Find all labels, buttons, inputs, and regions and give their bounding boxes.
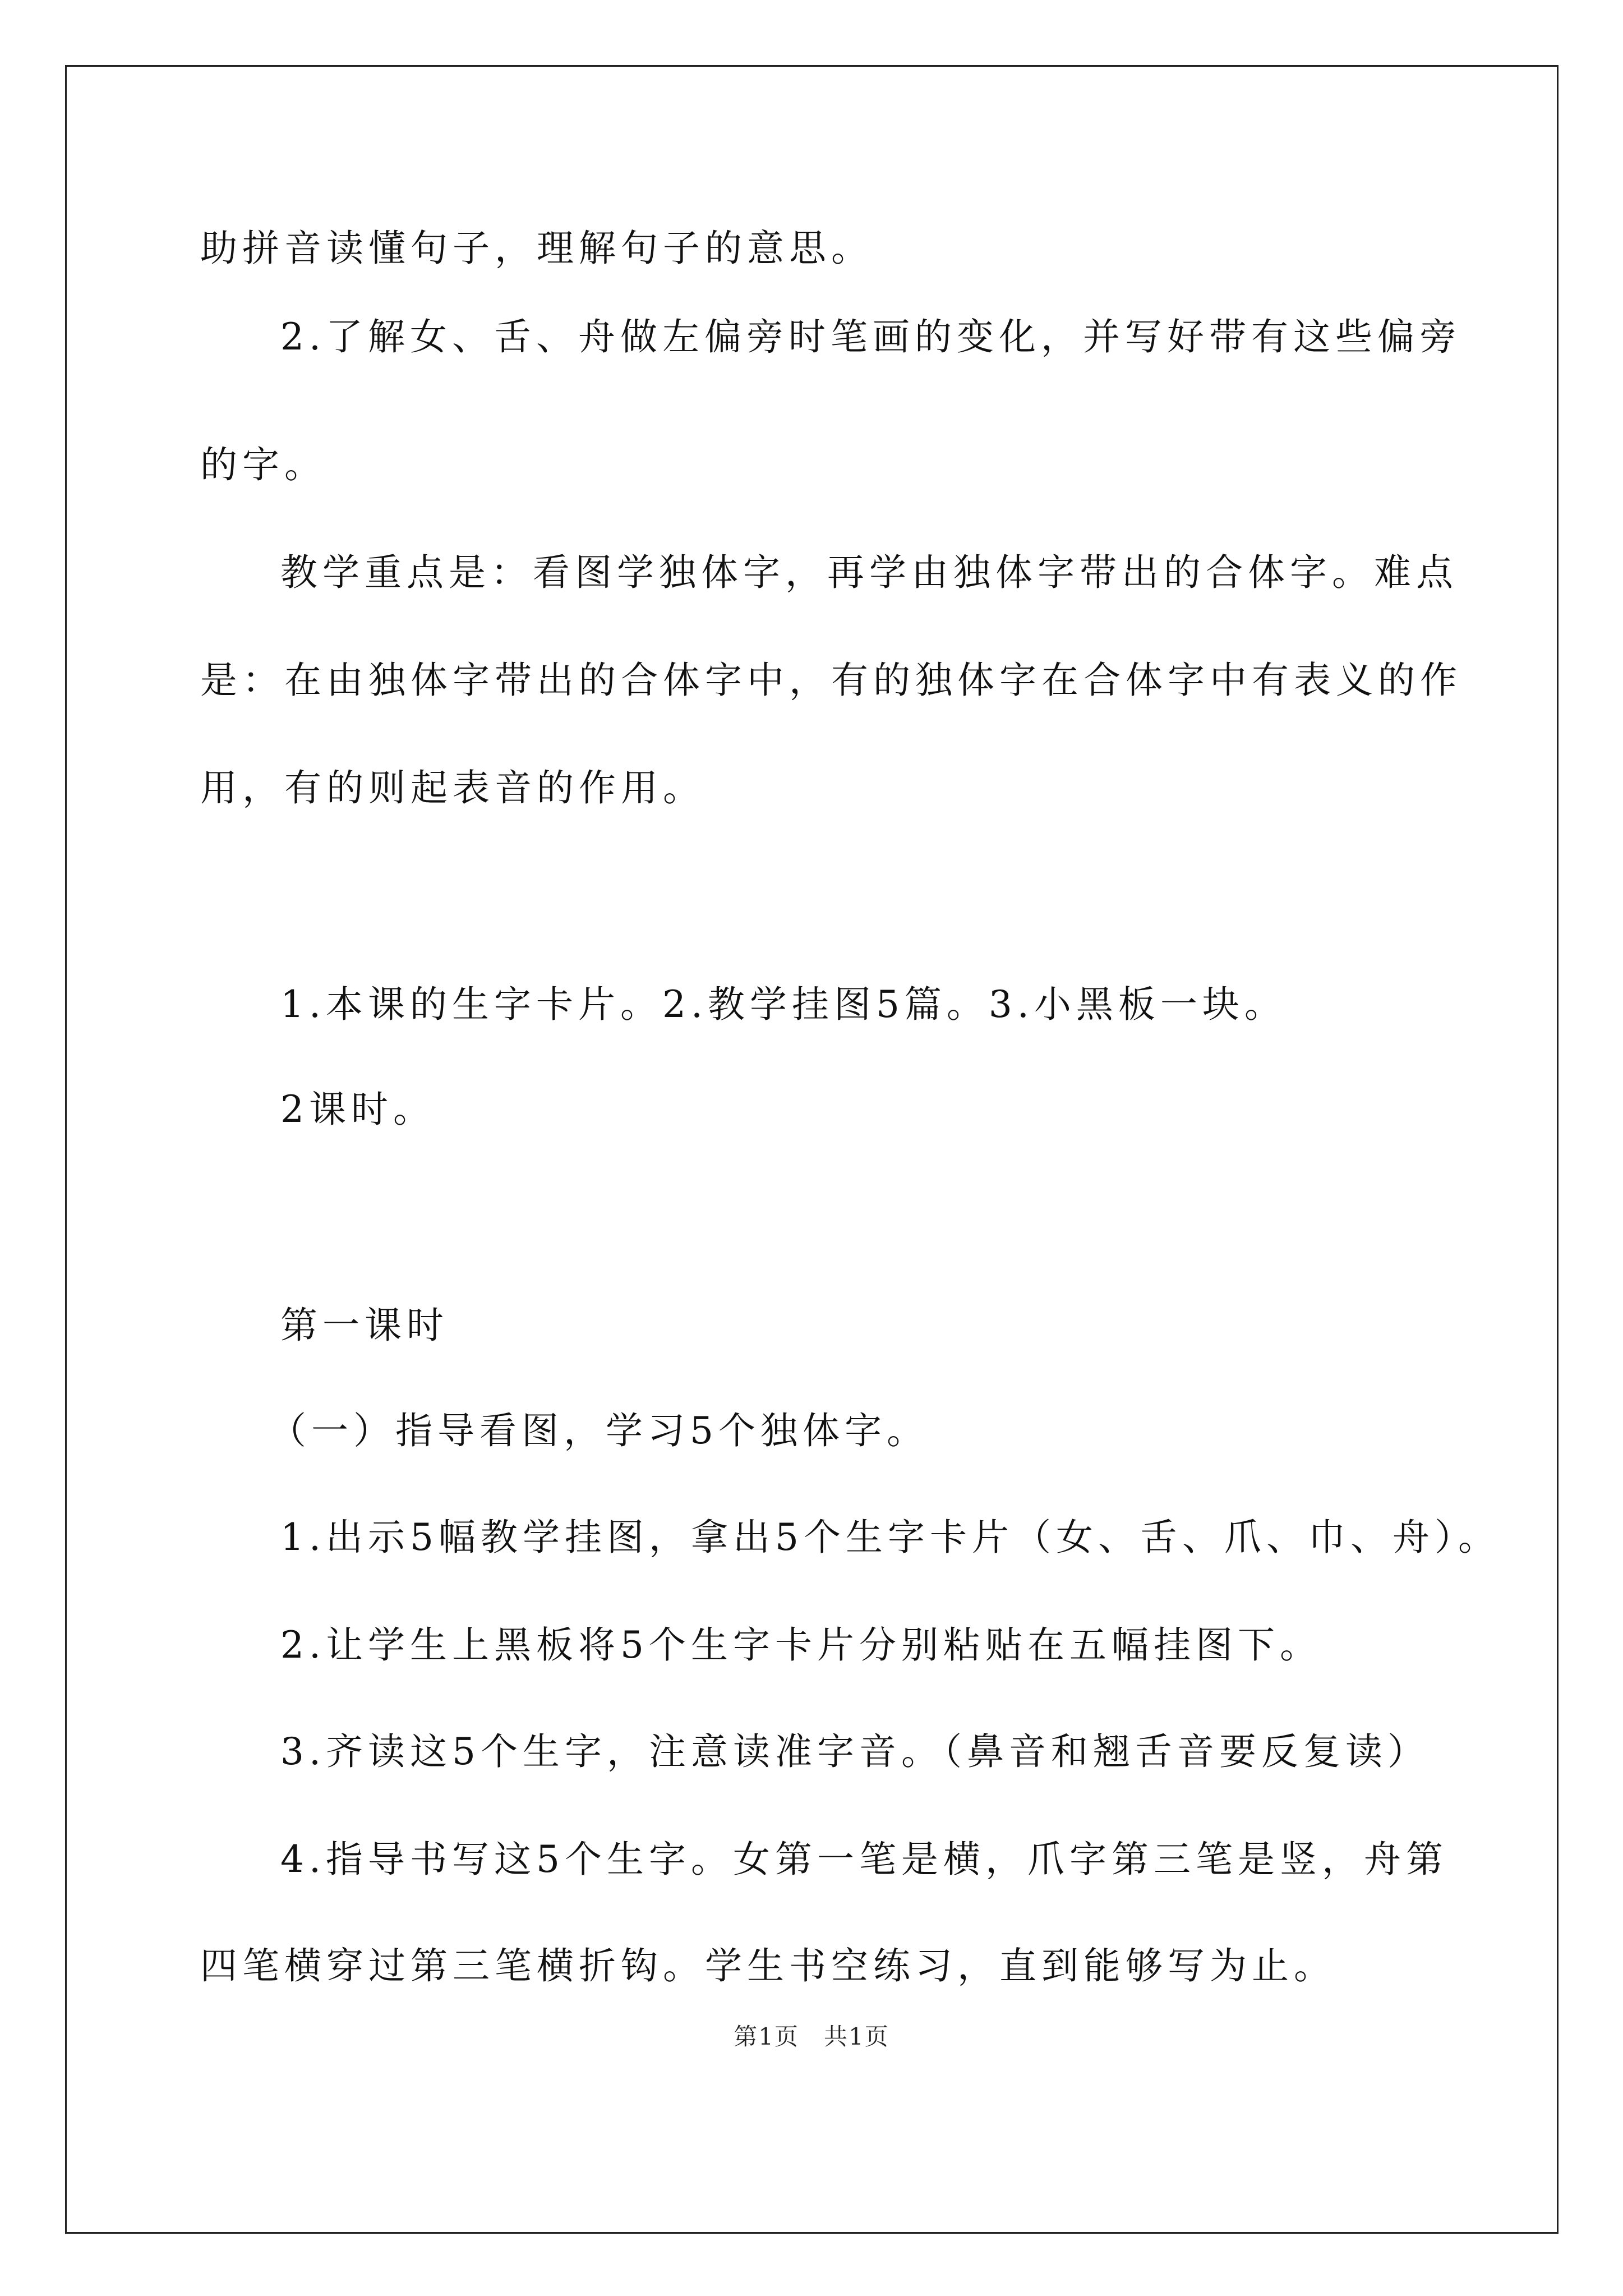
body-line-4: 教学重点是：看图学独体字，再学由独体字带出的合体字。难点 [280, 551, 1458, 594]
body-line-7: 1.本课的生字卡片。2.教学挂图5篇。3.小黑板一块。 [280, 983, 1287, 1026]
body-line-8: 2课时。 [280, 1088, 435, 1131]
page-footer: 第1页 共1页 [734, 2023, 889, 2050]
body-line-2: 2.了解女、舌、舟做左偏旁时笔画的变化，并写好带有这些偏旁 [280, 315, 1461, 358]
body-line-14: 4.指导书写这5个生字。女第一笔是横，爪字第三笔是竖，舟第 [280, 1838, 1448, 1881]
subsection-heading: （一）指导看图，学习5个独体字。 [269, 1409, 929, 1452]
section-heading: 第一课时 [280, 1304, 449, 1347]
body-line-1: 助拼音读懂句子，理解句子的意思。 [200, 227, 873, 270]
body-line-3: 的字。 [200, 443, 326, 486]
body-line-12: 2.让学生上黑板将5个生字卡片分别粘贴在五幅挂图下。 [280, 1623, 1322, 1667]
body-line-6: 用，有的则起表音的作用。 [200, 766, 705, 809]
body-line-15: 四笔横穿过第三笔横折钩。学生书空练习，直到能够写为止。 [200, 1944, 1336, 1987]
body-line-13: 3.齐读这5个生字，注意读准字音。（鼻音和翘舌音要反复读） [280, 1730, 1430, 1773]
body-line-11: 1.出示5幅教学挂图，拿出5个生字卡片（女、舌、爪、巾、舟）。 [280, 1516, 1500, 1559]
page-border [65, 65, 1559, 2234]
body-line-5: 是：在由独体字带出的合体字中，有的独体字在合体字中有表义的作 [200, 659, 1462, 702]
